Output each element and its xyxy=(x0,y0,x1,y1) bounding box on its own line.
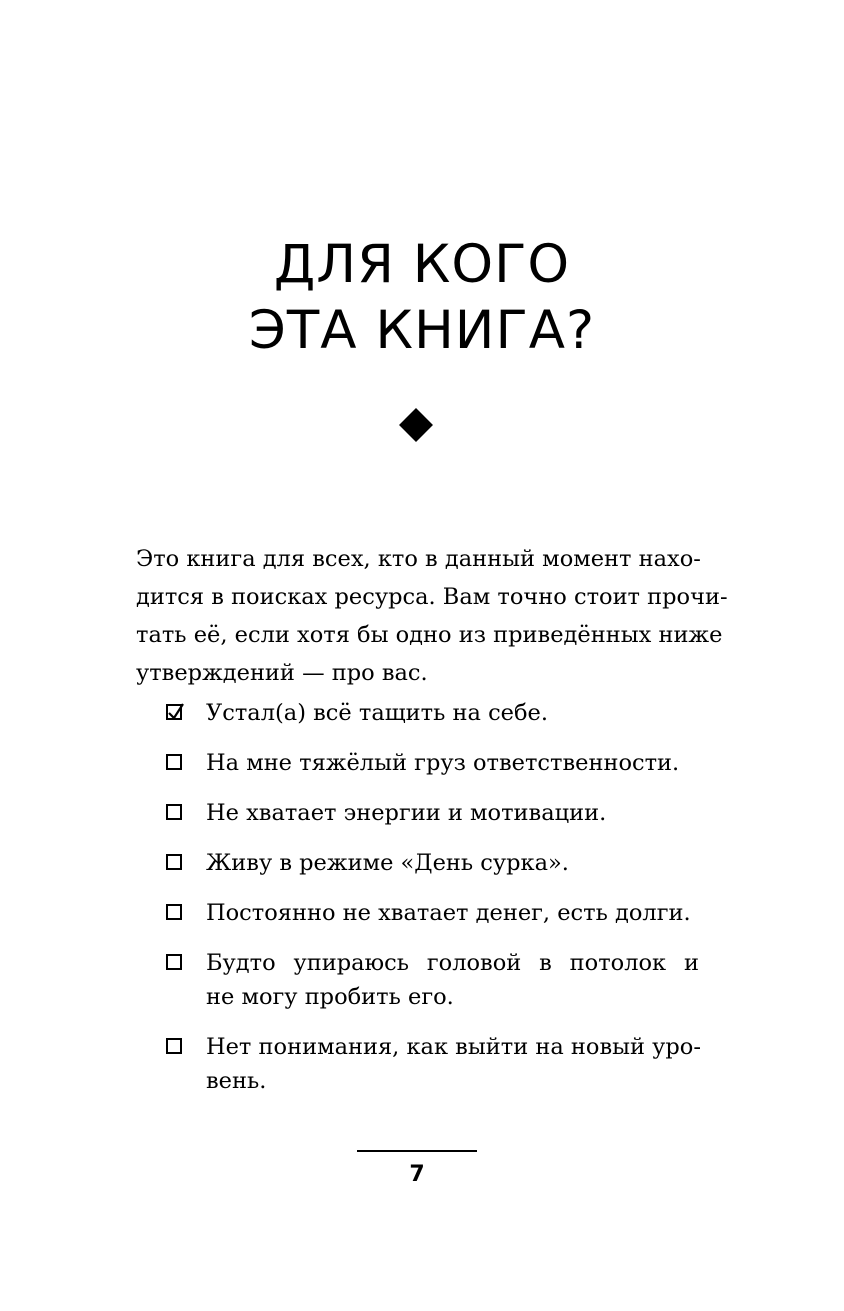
checklist-item xyxy=(162,796,699,830)
checklist-item xyxy=(162,696,699,730)
checklist-item xyxy=(162,896,699,930)
intro-line: утверждений — про вас. xyxy=(136,660,428,686)
checklist-item xyxy=(162,946,699,1014)
checklist-item-text: Не хватает энергии и мотивации. xyxy=(206,800,607,826)
checklist-item xyxy=(162,846,699,880)
checklist-item-text: Постоянно не хватает денег, есть долги. xyxy=(206,900,691,926)
checkbox-icon[interactable] xyxy=(166,804,182,820)
intro-line: Это книга для всех, кто в данный момент нахо- xyxy=(136,546,701,572)
checkbox-icon[interactable] xyxy=(166,904,182,920)
checklist-item xyxy=(162,1030,699,1098)
checkbox-icon[interactable] xyxy=(166,1038,182,1054)
intro-line: дится в поисках ресурса. Вам точно стоит прочи- xyxy=(136,584,728,610)
page-title xyxy=(0,232,844,364)
checklist-item-text: Будто упираюсь головой в потолок и xyxy=(206,950,699,976)
checkbox-icon[interactable] xyxy=(166,954,182,970)
footer-rule xyxy=(357,1150,477,1152)
checklist-item-text: вень. xyxy=(206,1068,267,1094)
checklist-item xyxy=(162,746,699,780)
checkmark-icon xyxy=(167,702,185,722)
checklist-item-text: На мне тяжёлый груз ответственности. xyxy=(206,750,680,776)
checklist-item-text: Нет понимания, как выйти на новый уро- xyxy=(206,1034,701,1060)
title-line-1: ДЛЯ КОГО xyxy=(273,233,571,295)
checkbox-icon[interactable] xyxy=(166,854,182,870)
checklist-item-text: Устал(а) всё тащить на себе. xyxy=(206,700,548,726)
intro-paragraph xyxy=(136,540,728,692)
checklist-item-text: не могу пробить его. xyxy=(206,984,454,1010)
checkbox-checked-icon[interactable] xyxy=(166,704,182,720)
checklist-item-text: Живу в режиме «День сурка». xyxy=(206,850,569,876)
statement-checklist xyxy=(162,696,699,1114)
page-number: 7 xyxy=(409,1162,425,1187)
checkbox-icon[interactable] xyxy=(166,754,182,770)
intro-line: тать её, если хотя бы одно из приведённых ниже xyxy=(136,622,723,648)
title-line-2: ЭТА КНИГА? xyxy=(248,299,596,361)
